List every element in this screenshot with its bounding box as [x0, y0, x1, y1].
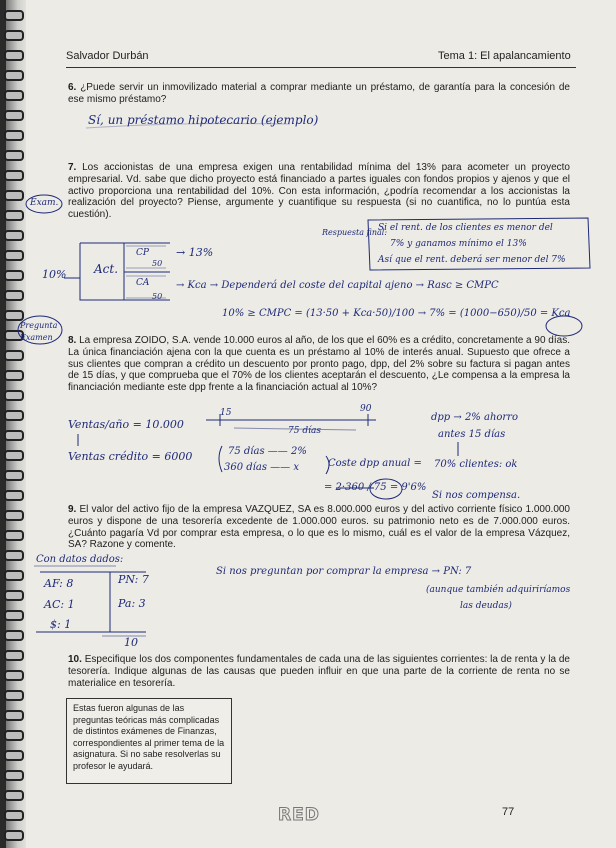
handwritten-marks: [6, 0, 616, 848]
q8-rule-1: 75 días —— 2%: [228, 446, 307, 457]
question-6: 6. ¿Puede servir un inmovilizado material a comprar mediante un préstamo, de garantía para la concesión de ese mismo préstamo?: [68, 82, 570, 105]
q8-dpp-3: 70% clientes: ok: [434, 459, 518, 470]
q9-answer: Si nos preguntan por comprar la empresa → PN: 7: [216, 566, 472, 577]
question-8: 8. La empresa ZOIDO, S.A. vende 10.000 euros al año, de los que el 60% es a crédito, concretamente a 90 días. La única financiación ajena con la que cuenta es un préstamo al 10% de interés anual. Supuesto que ofrece a sus clientes que compran a crédito un descuento por pronto pago, dpp, del 2% sobre su factura si pagan antes de 15 días, y que comprueba que el 70% de los clientes aceptarán el descuento, ¿Le compensa a la empresa la financiación mediante este dpp frente a la financiación actual al 10%?: [68, 335, 570, 394]
q7-balance-ca: CA: [136, 278, 150, 288]
q9-cash: $: 1: [50, 618, 72, 631]
q7-equation: 10% ≥ CMPC = (13·50 + Kca·50)/100 → 7% = (1000−650)/50 = Kca: [222, 308, 571, 319]
q8-coste: Coste dpp anual =: [328, 458, 422, 469]
q7-asset-return: 10%: [42, 268, 67, 281]
q7-balance-cp-pct: 50: [152, 259, 163, 268]
page-number: 77: [502, 806, 515, 818]
q7-arrow-13: → 13%: [176, 246, 214, 259]
q7-balance-cp: CP: [136, 248, 149, 258]
q9-answer-3: las deudas): [460, 601, 512, 611]
q8-calculation: = 2·360 / 75 = 9'6%: [324, 482, 427, 493]
q7-kca-chain: → Kca → Dependerá del coste del capital ajeno → Rasc ≥ CMPC: [176, 280, 499, 291]
q7-margin-note: Exam.: [30, 198, 59, 208]
q8-ventas: Ventas/año = 10.000: [68, 418, 184, 431]
header-author: Salvador Durbán: [66, 50, 149, 62]
q8-dpp-2: antes 15 días: [438, 429, 506, 440]
q8-timeline-75: 75 días: [288, 426, 321, 436]
q9-pn: PN: 7: [118, 573, 149, 586]
header-topic: Tema 1: El apalancamiento: [438, 50, 571, 62]
question-10: 10. Especifique los dos componentes fundamentales de cada una de las siguientes corrientes: la de renta y la de tesorería. Indique algunas de las causas que pueden influir en que una parte de la corriente de renta no se materialice en tesorería.: [68, 654, 570, 689]
publisher-logo: RED: [278, 805, 320, 825]
q7-balance-ca-pct: 50: [152, 292, 163, 301]
q7-balance-act: Act.: [94, 262, 119, 276]
q8-credito: Ventas crédito = 6000: [68, 450, 193, 463]
question-9: 9. El valor del activo fijo de la empresa VAZQUEZ, SA es 8.000.000 euros y del activo corriente físico 1.000.000 euros y dispone de una tesorería excedente de 1.000.000 euros. su patrimonio neto es de 7.000.000 euros. ¿Cuánto pagaría Vd por comprar esta empresa, o lo que es lo mismo, cuál es el valor de la empresa Vázquez, SA? Razone y comente.: [68, 504, 570, 551]
question-7: 7. Los accionistas de una empresa exigen una rentabilidad mínima del 13% para acometer un proyecto empresarial. Vd. sabe que dicho proyecto está financiado a partes iguales con fondos propios y ajenos y que el activo proporciona una rentabilidad del 10%. Con esta información, ¿podría recomendar a los accionistas la realización del proyecto? Piense, argumente y cuantifique su respuesta (si no cuantifica, no lo puntúa esta cuestión).: [68, 162, 570, 221]
q9-label: Con datos dados:: [36, 554, 124, 565]
q7-response-line-3: Así que el rent. deberá ser menor del 7%: [378, 255, 566, 265]
q9-af: AF: 8: [44, 577, 74, 590]
q7-response-label: Respuesta final:: [322, 228, 388, 237]
q6-handwritten-answer: Sí, un préstamo hipotecario (ejemplo): [88, 113, 319, 127]
q7-response-line-1: Si el rent. de los clientes es menor del: [378, 223, 553, 233]
q9-ac: AC: 1: [44, 598, 75, 611]
q9-total: 10: [124, 636, 138, 649]
q8-conclusion: Si nos compensa.: [432, 490, 521, 501]
q8-dpp-1: dpp → 2% ahorro: [431, 412, 518, 423]
q9-pa: Pa: 3: [118, 597, 146, 610]
q8-timeline-90: 90: [360, 404, 372, 414]
q7-response-line-2: 7% y ganamos mínimo el 13%: [390, 239, 527, 249]
notebook-page: [6, 0, 616, 848]
q8-timeline-15: 15: [220, 408, 232, 418]
note-box: Estas fueron algunas de las preguntas teóricas más complicadas de distintos exámenes de Finanzas, correspondientes al primer tema de la asignatura. Si no sabe resolverlas su profesor le ayudará.: [66, 698, 232, 784]
q8-rule-2: 360 días —— x: [224, 462, 299, 473]
q9-answer-2: (aunque también adquiriríamos: [426, 585, 571, 595]
q8-margin-note: Pregunta Examen: [20, 321, 58, 342]
